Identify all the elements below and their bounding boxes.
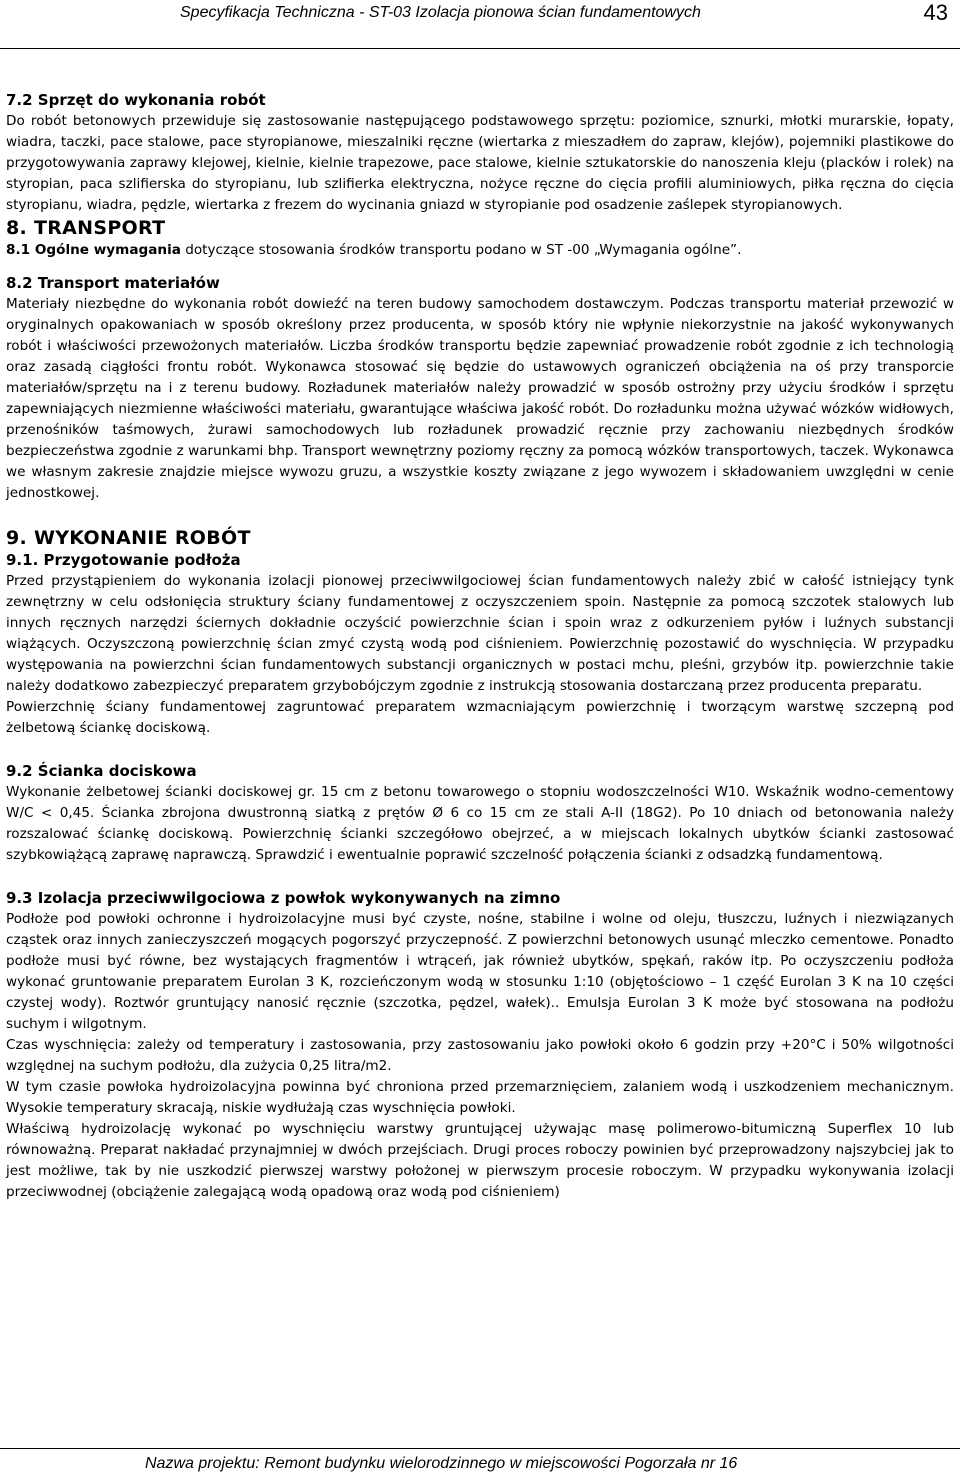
section-8-1-text: dotyczące stosowania środków transportu podano w ST -00 „Wymagania ogólne”.: [180, 242, 742, 258]
section-8-2-text: Materiały niezbędne do wykonania robót dowieźć na teren budowy samochodem dostawczym. Podczas transportu materiał przewozić w oryginalnych opakowaniach w sposób określony przez producenta, w sposób który nie wpłynie niekorzystnie na jakość wykonywanych robót i właściwości przewożonych materiałów. Liczba środków transportu będzie zapewniać prowadzenie robót zgodnie z ich technologią oraz zasadą ciągłości frontu robót. Wykonawca stosować się będzie do ustawowych ograniczeń obciążenia na oś przy transporcie materiałów/sprzętu na i z terenu budowy. Rozładunek materiałów należy prowadzić w sposób ostrożny przy użyciu środków i sprzętu zapewniających niezmienne właściwości materiału, gwarantujące właściwa jakość robót. Do rozładunku można używać wózków widłowych, przenośników taśmowych, żurawi samochodowych lub rozładunek prowadzić ręcznie przy zachowaniu niezbędnych środków bezpieczeństwa zgodnie z warunkami bhp. Transport wewnętrzny poziomy ręczny za pomocą wózków transportowych, taczek. Wykonawca we własnym zakresie znajdzie miejsce wywozu gruzu, a wszystkie koszty związane z jego wywozem i składowaniem uwzględni w cenie jednostkowej.: [6, 296, 954, 501]
section-9-3-text-4: Właściwą hydroizolację wykonać po wyschnięciu warstwy gruntującej używając masę polimerowo-bitumiczną Superflex 10 lub równoważną. Preparat nakładać przynajmniej w dwóch przejściach. Drugi proces roboczy powinien być przeprowadzony najszybciej jak to jest możliwe, tak by nie uszkodzić pierwszej warstwy położonej w pierwszym procesie roboczym. W przypadku wykonywania izolacji przeciwwodnej (obciążenie zalegającą wodą opadową oraz wodą pod ciśnieniem): [6, 1121, 954, 1200]
section-heading-9-3: 9.3 Izolacja przeciwwilgociowa z powłok wykonywanych na zimno: [6, 889, 561, 907]
section-8-1-paragraph: [6, 240, 954, 261]
section-heading-9: 9. WYKONANIE ROBÓT: [6, 527, 251, 549]
section-9-1-text-2: Powierzchnię ściany fundamentowej zagruntować preparatem wzmacniającym powierzchnię i tworzącym warstwę szczepną pod żelbetową ściankę dociskową.: [6, 699, 954, 736]
section-heading-7-2: 7.2 Sprzęt do wykonania robót: [6, 91, 266, 109]
header-title: Specyfikacja Techniczna - ST-03 Izolacja pionowa ścian fundamentowych: [180, 4, 701, 21]
document-body: [6, 90, 954, 1203]
section-9-3-text-2: Czas wyschnięcia: zależy od temperatury i zastosowania, przy zastosowaniu jako powłoki około 6 godzin przy +20°C i 50% wilgotności względnej na suchym podłożu, dla zużycia 0,25 litra/m2.: [6, 1037, 954, 1074]
section-9-1-text-1: Przed przystąpieniem do wykonania izolacji pionowej przeciwwilgociowej ścian fundamentowych należy zbić w całość istniejący tynk zewnętrzny w celu odsłonięcia struktury ściany fundamentowej z oczyszczeniem spoin. Następnie za pomocą szczotek stalowych lub innych ręcznych narzędzi ściernych dokładnie oczyścić powierzchnie ścian i spoin wraz z odkurzeniem pyłów i luźnych substancji wiążących. Oczyszczoną powierzchnię ścian zmyć czystą wodą pod ciśnieniem. Powierzchnię pozostawić do wyschnięcia. W przypadku występowania na powierzchni ścian fundamentowych substancji organicznych w postaci mchu, pleśni, grzybów itp. powierzchnie takie należy dodatkowo zabezpieczyć preparatem grzybobójczym zgodnie z instrukcją stosowania dostarczaną przez producenta preparatu.: [6, 573, 954, 694]
section-heading-9-1: 9.1. Przygotowanie podłoża: [6, 551, 241, 569]
page-footer: [0, 1448, 960, 1477]
section-7-2-text: Do robót betonowych przewiduje się zastosowanie następującego podstawowego sprzętu: poziomice, sznurki, młotki murarskie, łopaty, wiadra, taczki, pace stalowe, pace styropianowe, mieszalniki ręczne (wiertarka z mieszadłem do zapraw, klejów), pojemniki plastikowe do przygotowywania zaprawy klejowej, kielnie, kielnie trapezowe, pace stalowe, kielnie sztukatorskie do nanoszenia kleju (placków i rolek) na styropian, paca szlifierska do styropianu, lub szlifierka elektryczna, nożyce ręczne do cięcia profili aluminiowych, piłka ręczna do cięcia styropianu, wiadra, pędzle, wiertarka z frezem do wycinania gniazd w styropianie pod osadzenie zaślepek styropianowych.: [6, 113, 954, 213]
page-number: 43: [923, 0, 948, 25]
section-8-1-lead: 8.1 Ogólne wymagania: [6, 242, 181, 258]
section-9-2-text: Wykonanie żelbetowej ścianki dociskowej gr. 15 cm z betonu towarowego o stopniu wodoszczelności W10. Wskaźnik wodno-cementowy W/C < 0,45. Ścianka zbrojona dwustronną siatką z prętów Ø 6 co 15 cm ze stali A-II (18G2). Po 10 dniach od betonowania należy rozszalować ściankę dociskową. Powierzchnię ścianki szczegółowo obejrzeć, a w miejscach lokalnych ubytków ścianki zastosować szybkowiążącą zaprawę naprawczą. Sprawdzić i ewentualnie poprawić szczelność połączenia ścianki z odsadzką fundamentową.: [6, 784, 954, 863]
page-header: [0, 0, 960, 49]
section-heading-9-2: 9.2 Ścianka dociskowa: [6, 762, 197, 780]
footer-project-name: Nazwa projektu: Remont budynku wielorodzinnego w miejscowości Pogorzała nr 16: [145, 1455, 738, 1472]
section-heading-8-2: 8.2 Transport materiałów: [6, 274, 220, 292]
section-9-3-text-1: Podłoże pod powłoki ochronne i hydroizolacyjne musi być czyste, nośne, stabilne i wolne od oleju, tłuszczu, luźnych i niezwiązanych cząstek oraz innych zanieczyszczeń mogących pogorszyć przyczepność. Z powierzchni betonowych usunąć mleczko cementowe. Ponadto podłoże musi być równe, bez wystających fragmentów i wtrąceń, jak również ubytków, spękań, raków itp. Po oczyszczeniu podłoża wykonać gruntowanie preparatem Eurolan 3 K, rozcieńczonym wodą w stosunku 1:10 (objętościowo – 1 część Eurolan 3 K na 10 części czystej wody). Roztwór gruntujący nanosić ręcznie (szczotka, pędzel, wałek).. Emulsja Eurolan 3 K może być stosowana na podłożu suchym i wilgotnym.: [6, 911, 954, 1032]
section-9-3-text-3: W tym czasie powłoka hydroizolacyjna powinna być chroniona przed przemarznięciem, zalaniem wodą i uszkodzeniem mechanicznym. Wysokie temperatury skracają, niskie wydłużają czas wyschnięcia powłoki.: [6, 1079, 954, 1116]
section-heading-8: 8. TRANSPORT: [6, 217, 166, 239]
